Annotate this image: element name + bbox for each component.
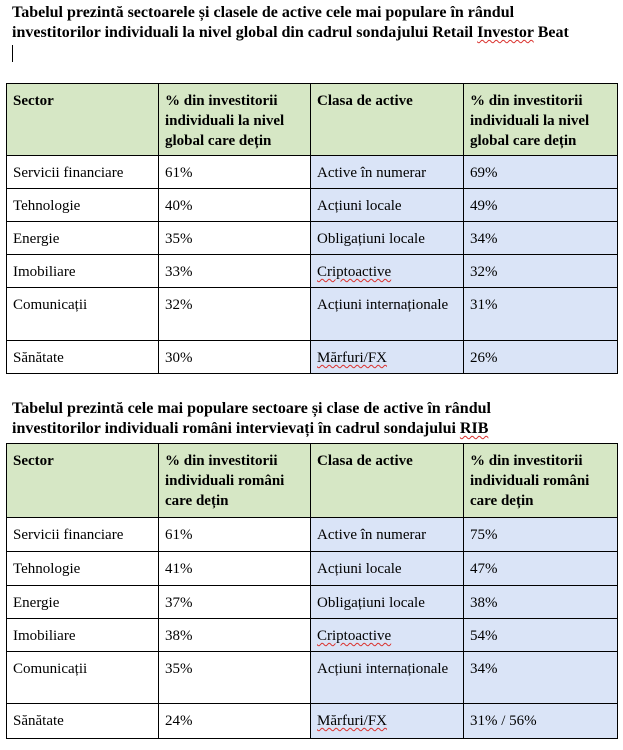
cell-pct: 38% — [464, 586, 618, 619]
cell-asset: Acțiuni locale — [311, 189, 464, 222]
table2 — [6, 443, 618, 739]
table1 — [6, 83, 618, 374]
cell-asset: Active în numerar — [311, 518, 464, 552]
cell-pct: 41% — [159, 552, 311, 586]
table-row — [7, 222, 618, 255]
cell-asset: Active în numerar — [311, 156, 464, 189]
cell-pct: 35% — [159, 222, 311, 255]
cell-sector: Sănătate — [7, 704, 159, 739]
cell-sector: Energie — [7, 586, 159, 619]
cell-sector: Energie — [7, 222, 159, 255]
table-row — [7, 586, 618, 619]
header-sector: Sector — [7, 84, 159, 156]
caption-text: investitorilor individuali la nivel global din cadrul sondajului Retail — [12, 24, 478, 41]
spellcheck-word: Investor — [477, 24, 534, 41]
table-row — [7, 288, 618, 341]
cell-sector: Imobiliare — [7, 255, 159, 288]
header-asset-class: Clasa de active — [311, 444, 464, 518]
table2-caption — [12, 399, 617, 439]
table-row — [7, 704, 618, 739]
spellcheck-word: Criptoactive — [317, 628, 392, 644]
table-row — [7, 255, 618, 288]
table-row — [7, 156, 618, 189]
table-row — [7, 341, 618, 374]
table1-caption-line2 — [12, 23, 617, 43]
cell-sector: Comunicații — [7, 288, 159, 341]
header-asset-class: Clasa de active — [311, 84, 464, 156]
cell-pct: 34% — [464, 222, 618, 255]
table-row — [7, 552, 618, 586]
header-pct-holders: % din investitorii individuali români care dețin — [159, 444, 311, 518]
cell-sector: Tehnologie — [7, 189, 159, 222]
cell-pct: 26% — [464, 341, 618, 374]
cell-pct: 31% — [464, 288, 618, 341]
cell-asset: Acțiuni internaționale — [311, 288, 464, 341]
table1-caption — [12, 3, 617, 43]
cell-pct: 47% — [464, 552, 618, 586]
cell-pct: 33% — [159, 255, 311, 288]
table-row — [7, 619, 618, 652]
cell-pct: 38% — [159, 619, 311, 652]
cell-pct: 40% — [159, 189, 311, 222]
spellcheck-word: RIB — [459, 420, 489, 437]
table2-caption-line2 — [12, 419, 617, 439]
caption-text: investitorilor individuali români intervievați în cadrul sondajului — [12, 420, 460, 437]
cell-pct: 69% — [464, 156, 618, 189]
spellcheck-word: Criptoactive — [317, 264, 392, 280]
spellcheck-word: Mărfuri/FX — [317, 713, 387, 729]
cell-asset: Obligațiuni locale — [311, 222, 464, 255]
cell-sector: Servicii financiare — [7, 156, 159, 189]
cell-asset — [311, 341, 464, 374]
cell-pct: 32% — [159, 288, 311, 341]
cell-asset: Obligațiuni locale — [311, 586, 464, 619]
text-cursor — [12, 45, 13, 62]
cell-asset — [311, 619, 464, 652]
cell-pct: 37% — [159, 586, 311, 619]
cell-sector: Servicii financiare — [7, 518, 159, 552]
table-row — [7, 652, 618, 704]
table1-header-row — [7, 84, 618, 156]
header-sector: Sector — [7, 444, 159, 518]
cell-sector: Imobiliare — [7, 619, 159, 652]
cell-pct: 32% — [464, 255, 618, 288]
cell-pct: 30% — [159, 341, 311, 374]
cell-pct: 24% — [159, 704, 311, 739]
cell-asset: Acțiuni internaționale — [311, 652, 464, 704]
cell-pct: 31% / 56% — [464, 704, 618, 739]
table2-caption-line1: Tabelul prezintă cele mai populare sectoare și clase de active în rândul — [12, 400, 491, 417]
cell-asset — [311, 255, 464, 288]
cell-pct: 61% — [159, 156, 311, 189]
cell-pct: 61% — [159, 518, 311, 552]
cell-pct: 75% — [464, 518, 618, 552]
cell-pct: 49% — [464, 189, 618, 222]
header-pct-holders: % din investitorii individuali la nivel global care dețin — [464, 84, 618, 156]
table-row — [7, 189, 618, 222]
header-pct-holders: % din investitorii individuali la nivel global care dețin — [159, 84, 311, 156]
spellcheck-word: Mărfuri/FX — [317, 350, 387, 366]
cell-pct: 35% — [159, 652, 311, 704]
cell-sector: Sănătate — [7, 341, 159, 374]
table2-header-row — [7, 444, 618, 518]
cell-pct: 54% — [464, 619, 618, 652]
table-row — [7, 518, 618, 552]
cell-sector: Comunicații — [7, 652, 159, 704]
header-pct-holders: % din investitorii individuali români care dețin — [464, 444, 618, 518]
table1-caption-line1: Tabelul prezintă sectoarele și clasele de active cele mai populare în rândul — [12, 4, 515, 21]
cell-asset: Acțiuni locale — [311, 552, 464, 586]
cell-sector: Tehnologie — [7, 552, 159, 586]
cell-asset — [311, 704, 464, 739]
cell-pct: 34% — [464, 652, 618, 704]
caption-text: Beat — [533, 24, 569, 41]
